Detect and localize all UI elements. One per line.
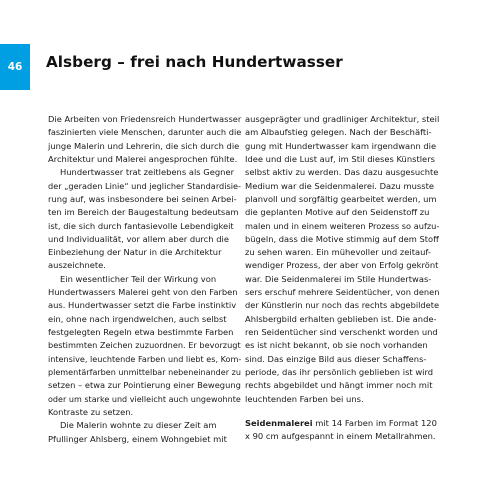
text-line: zu sehen waren. Ein mühevoller und zeitauf- [245, 247, 431, 258]
text-line: der „geraden Linie“ und jeglicher Standardisie- [48, 180, 242, 191]
text-line: intensive, leuchtende Farben und liebt es, Kom- [48, 353, 242, 364]
paragraph-start-line: Ein wesentlicher Teil der Wirkung von [60, 273, 217, 284]
caption-bold-term: Seidenmalerei [245, 417, 313, 428]
text-line: Kontraste zu setzen. [48, 406, 134, 417]
text-line: leuchtenden Farben bei uns. [245, 393, 364, 404]
text-line: ten im Bereich der Baugestaltung bedeutsam [48, 207, 239, 218]
text-line: ein, ohne nach irgendwelchen, auch selbst [48, 313, 227, 324]
text-line: gung mit Hundertwasser kam irgendwann die [245, 140, 437, 151]
text-line: plementärfarben unmittelbar nebeneinander zu [48, 366, 241, 377]
text-line: festgelegten Regeln etwa bestimmte Farben [48, 327, 234, 337]
text-line: der Künstlerin nur noch das rechts abgebildete [245, 300, 440, 311]
text-line: am Albaufstieg gelegen. Nach der Beschäfti- [245, 127, 432, 138]
text-line: Ahlsbergbild erhalten geblieben ist. Die ande- [245, 313, 437, 324]
text-line: wendiger Prozess, der aber von Erfolg gekrönt [245, 260, 439, 271]
text-line: bestimmten Zeichen zuzuordnen. Er bevorzugt [48, 340, 241, 351]
text-line: Die Arbeiten von Friedensreich Hundertwasser [48, 114, 242, 124]
text-line: selbst aktiv zu werden. Das dazu ausgesuchte [245, 167, 439, 178]
text-line: malen und in einem weiteren Prozess so aufzu- [245, 220, 440, 231]
page-number-badge [0, 44, 30, 90]
text-line: Pfullinger Ahlsberg, einem Wohngebiet mit [48, 433, 227, 444]
text-line: ist, die sich durch fantasievolle Lebendigkeit [48, 220, 234, 231]
text-line: es ist nicht bekannt, ob sie noch vorhanden [245, 340, 428, 351]
text-line: ren Seidentücher sind verschenkt worden und [245, 327, 438, 337]
text-line: oder um starke und vielleicht auch ungewohnte [48, 393, 241, 404]
text-line: sind. Das einzige Bild aus dieser Schaffens- [245, 353, 427, 364]
text-line: rung auf, was insbesondere bei seinen Arbei- [48, 193, 237, 204]
text-line: und Individualität, vor allem aber durch die [48, 233, 229, 244]
text-line: Hundertwassers Malerei geht von den Farben [48, 287, 238, 298]
left-text-column [48, 113, 241, 446]
text-line: setzen – etwa zur Pointierung einer Bewegung [48, 380, 241, 391]
caption-line: x 90 cm aufgespannt in einem Metallrahmen. [245, 431, 436, 442]
text-line: war. Die Seidenmalerei im Stile Hundertwas- [245, 273, 432, 284]
text-line: Architektur und Malerei angesprochen fühlte. [48, 153, 238, 164]
text-line: sers erschuf mehrere Seidentücher, von denen [245, 287, 440, 298]
paragraph-start-line: Die Malerin wohnte zu dieser Zeit am [60, 420, 217, 431]
text-line: auszeichnete. [48, 260, 106, 271]
text-line: Einbeziehung der Natur in die Architektur [48, 247, 222, 258]
text-line: die geplanten Motive auf den Seidenstoff zu [245, 207, 430, 218]
page-number: 46 [7, 61, 23, 73]
text-line: faszinierten viele Menschen, darunter auch die [48, 127, 242, 138]
right-text-column [245, 113, 439, 444]
text-line: bügeln, dass die Motive stimmig auf dem Stoff [245, 233, 439, 244]
caption-line [245, 417, 439, 430]
text-line: aus. Hundertwasser setzt die Farbe instinktiv [48, 300, 237, 311]
text-line: Idee und die Lust auf, im Stil dieses Künstlers [245, 153, 435, 164]
text-line: Medium war die Seidenmalerei. Dazu musste [245, 180, 434, 191]
article-title: Alsberg – frei nach Hundertwasser [46, 53, 343, 71]
text-line: planvoll und sorgfältig gearbeitet werden, um [245, 193, 437, 204]
caption-text: mit 14 Farben im Format 120 [312, 417, 437, 428]
text-line: ausgeprägter und gradliniger Architektur, steil [245, 114, 440, 124]
text-line: rechts abgebildet und hängt immer noch mit [245, 380, 433, 391]
caption-spacer [245, 406, 439, 417]
text-line: periode, das ihr persönlich geblieben ist wird [245, 366, 434, 377]
text-line: junge Malerin und Lehrerin, die sich durch die [48, 140, 240, 151]
paragraph-start-line: Hundertwasser trat zeitlebens als Gegner [60, 167, 235, 178]
